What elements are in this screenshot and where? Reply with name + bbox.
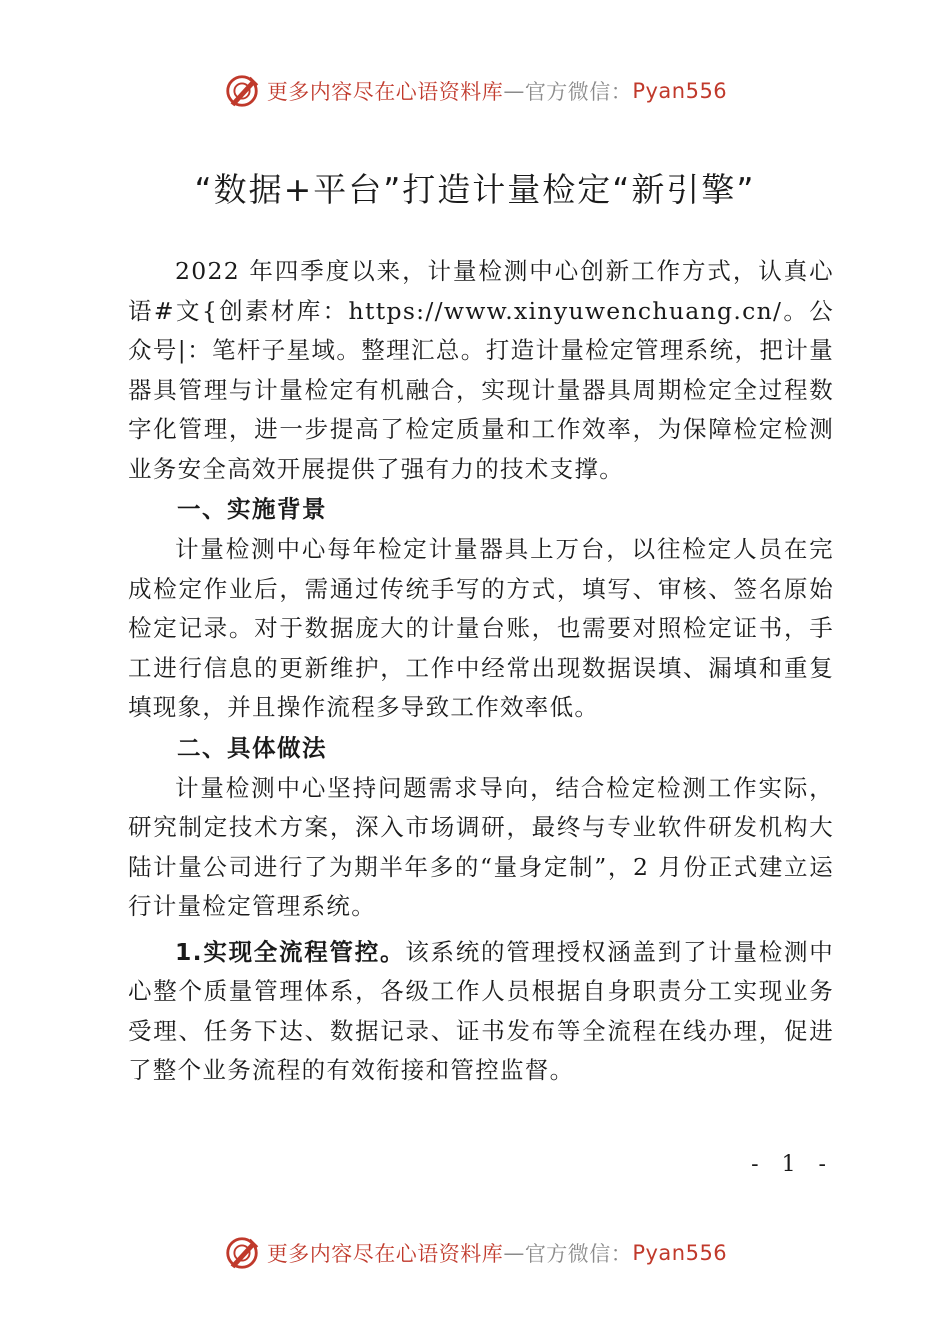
section-heading-methods: 二、具体做法 bbox=[177, 733, 327, 762]
footer-banner bbox=[0, 1228, 950, 1278]
header-banner bbox=[0, 66, 950, 116]
banner-wechat-id: Pyan556 bbox=[632, 79, 728, 103]
banner-dash: — bbox=[503, 1241, 525, 1265]
banner-text: 更多内容尽在心语资料库 bbox=[266, 80, 504, 104]
paragraph-lead: 1.实现全流程管控。 bbox=[175, 937, 406, 966]
document-title: “数据+平台”打造计量检定“新引擎” bbox=[194, 170, 756, 209]
section-heading-background: 一、实施背景 bbox=[177, 495, 327, 523]
pen-circle-logo-icon bbox=[223, 1234, 261, 1272]
banner-wechat-id: Pyan556 bbox=[632, 1241, 728, 1265]
paragraph-methods: 计量检测中心坚持问题需求导向，结合检定检测工作实际，研究制定技术方案，深入市场调研，最终与专业软件研发机构大陆计量公司进行了为期半年多的“量身定制”，2 月份正式建立运行计量检定管理系统。 bbox=[128, 773, 834, 920]
paragraph-process-body: 该系统的管理授权涵盖到了计量检测中心整个质量管理体系，各级工作人员根据自身职责分工实现业务受理、任务下达、数据记录、证书发布等全流程在线办理，促进了整个业务流程的有效衔接和管控监督。 bbox=[128, 937, 834, 1084]
paragraph-process-control bbox=[128, 933, 834, 1091]
banner-label: 官方微信： bbox=[524, 1242, 633, 1266]
page-number: - 1 - bbox=[751, 1152, 834, 1177]
banner-label: 官方微信： bbox=[524, 80, 633, 104]
banner-text: 更多内容尽在心语资料库 bbox=[266, 1242, 504, 1266]
banner-dash: — bbox=[503, 79, 525, 103]
document-body bbox=[128, 252, 834, 1091]
pen-circle-logo-icon bbox=[223, 72, 261, 110]
paragraph-background: 计量检测中心每年检定计量器具上万台，以往检定人员在完成检定作业后，需通过传统手写的方式，填写、审核、签名原始检定记录。对于数据庞大的计量台账，也需要对照检定证书，手工进行信息的更新维护，工作中经常出现数据误填、漏填和重复填现象，并且操作流程多导致工作效率低。 bbox=[128, 535, 834, 721]
paragraph-intro: 2022 年四季度以来，计量检测中心创新工作方式，认真心语#文{创素材库：https://www.xinyuwenchuang.cn/。公众号|：笔杆子星域。整理汇总。打造计量检定管理系统，把计量器具管理与计量检定有机融合，实现计量器具周期检定全过程数字化管理，进一步提高了检定质量和工作效率，为保障检定检测业务安全高效开展提供了强有力的技术支撑。 bbox=[128, 257, 834, 483]
